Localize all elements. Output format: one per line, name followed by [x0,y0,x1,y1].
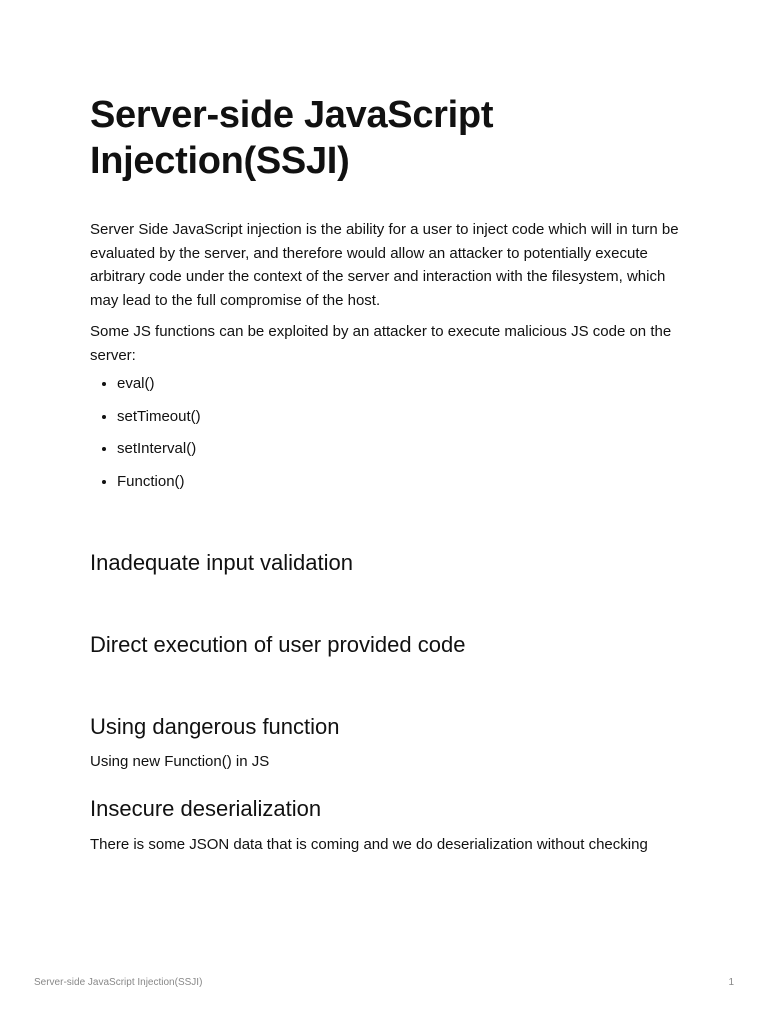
list-item: • setInterval() [117,440,680,458]
list-item: • setTimeout() [117,408,680,426]
section-heading-dangerous-function: Using dangerous function [90,714,340,739]
page-footer [34,976,734,990]
section-text-dangerous-function: Using new Function() in JS [90,753,270,770]
section-heading-insecure-deserialization: Insecure deserialization [90,796,322,821]
function-list [90,375,680,491]
page-number: 1 [728,977,734,988]
page-content [90,92,680,853]
functions-paragraph: Some JS functions can be exploited by an attacker to execute malicious JS code on the server: [90,323,672,364]
page-title: Server-side JavaScript Injection(SSJI) [90,94,494,182]
section-heading-input-validation: Inadequate input validation [90,550,353,575]
list-item: • Function() [117,473,680,491]
list-item: • eval() [117,375,680,393]
section-heading-direct-execution: Direct execution of user provided code [90,632,466,657]
footer-title: Server-side JavaScript Injection(SSJI) [34,977,203,988]
section-text-insecure-deserialization: There is some JSON data that is coming and we do deserialization without checking [90,836,648,853]
intro-paragraph: Server Side JavaScript injection is the ability for a user to inject code which will in turn be evaluated by the server, and therefore would allow an attacker to potentially execute arbitrary code under the context of the server and interaction with the filesystem, which may lead to the full compromise of the host. [90,221,679,309]
